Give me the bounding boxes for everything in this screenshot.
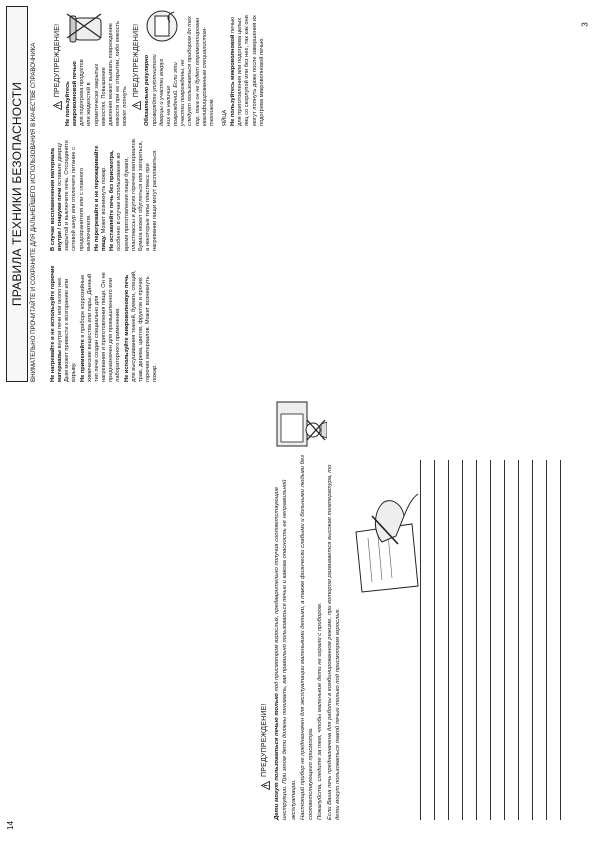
paragraph-text: Может возникнуть пожар. [101,166,108,236]
paragraph-text: проверяйте уплотнители дверцы и участки вокруг них на наличие повреждений. Если эти участки повреждены, не следует пользоваться прибором до тех пор, пока он не будет отремонтирован квалифицированным специалистом-техником. [151,16,215,126]
page-number-left: 14 [5,821,15,830]
sealed-jar-icon [65,8,105,46]
note-line [560,460,561,820]
note-line [504,460,505,820]
note-line [448,460,449,820]
child-illustration [273,390,327,450]
note-line [434,460,435,820]
warning-heading [132,8,141,126]
bold-lead: Не оставляйте печь без присмотра, [109,150,116,251]
warning-label: ПРЕДУПРЕЖДЕНИЕ! [133,23,141,98]
bold-lead: Не пользуйтесь микроволновой печью [65,61,79,126]
bold-lead: В случае воспламенения материала внутри / снаружи печи [50,148,64,251]
page-title-text: ПРАВИЛА ТЕХНИКИ БЕЗОПАСНОСТИ [10,81,24,307]
paragraph [50,264,79,382]
paragraph-text: в приборе коррозийные химические вещества или пары. Данный тип печи создан специально для нагревания и приготовления пищи. Он не предназначен для промышленного или лабораторного применения. [79,272,122,382]
warning-label: ПРЕДУПРЕЖДЕНИЕ! [53,23,61,98]
bold-lead: Не применяйте [79,339,86,382]
oven-door-illustration [144,8,180,44]
paragraph-text: печью для приготовления или подогрева целых яиц со скорлупой или без нее, так как они могут лопнуть даже после завершения их подогрева микроволновой печью. [230,15,265,126]
paragraph-text: Если Ваша печь предназначена для работы в комбинированном режиме, при котором развивается высокая температура, то дети могут пользоваться такой печью только под присмотром взрослых. [326,464,342,820]
notes-area [420,460,570,820]
paragraph [326,390,343,820]
text-column-3 [50,8,267,126]
paragraph [109,137,159,251]
note-line [490,460,491,820]
paragraph [273,390,298,820]
hand-writing-illustration [352,492,420,602]
paragraph [124,264,160,382]
bold-lead: Обязательно регулярно [144,54,151,126]
note-line [476,460,477,820]
paragraph-text: Пожалуйста, следите за тем, чтобы маленькие дети не играли с прибором. [317,602,324,820]
bold-lead: Не нагревайте и не используйте горючие материалы [50,265,64,382]
note-line [462,460,463,820]
bold-lead: Не используйте микроволновую печь [123,274,130,382]
bold-lead: Не пользуйтесь микроволновой [230,34,237,126]
text-column-1 [50,264,160,382]
paragraph-text: для высушивания тканей, бумаги, специй, трав, дерева, цветов, фруктов и прочих горючих материалов. Может возникнуть пожар. [130,270,159,382]
note-line [532,460,533,820]
children-warning-section [258,390,343,820]
page-number-right: 3 [580,22,590,27]
paragraph-text: оставьте дверцу закрытой и выключите печь. Отсоедините сетевой шнур или отключите питание с предохранителя или с главного выключателя. [57,139,92,251]
paragraph-text: для подогрева продуктов или жидкостей в герметически закрытых емкостях. Повышение давления может вызвать повреждение емкости при ее открытии, либо емкость может лопнуть. [79,20,129,126]
paragraph-text: под присмотром взрослых, предварительно получив соответствующие инструкции. При этом дети должны понимать, как правильно пользоваться печью и какова опасность ее неправильной эксплуатации. [274,479,297,820]
paragraph-text: внутри печи или около нее. Дым может привести к возгоранию или взрыву. [57,276,78,382]
intro-text: ВНИМАТЕЛЬНО ПРОЧИТАЙТЕ И СОХРАНИТЕ ДЛЯ ДАЛЬНЕЙШЕГО ИСПОЛЬЗОВАНИЯ В КАЧЕСТВЕ СПРАВОЧНИКА [30,42,37,382]
warning-heading [261,390,270,820]
page-title [6,6,28,382]
note-line [420,460,421,820]
warning-triangle-icon [132,101,141,110]
paragraph [50,137,93,251]
paragraph [299,390,316,820]
paragraph [80,264,123,382]
note-line [546,460,547,820]
warning-label: ПРЕДУПРЕЖДЕНИЕ! [261,703,269,777]
section-title-eggs: ЯЙЦА [221,109,228,126]
warning-triangle-icon [261,781,270,790]
paragraph [230,8,266,126]
bold-lead: Дети могут пользоваться печью только [274,693,280,820]
warning-heading [53,8,62,126]
paragraph [316,390,324,820]
paragraph-text: Настоящий прибор не предназначен для эксплуатации маленькими детьми, а также физически слабыми и больными людьми без соответствующего присмотра. [299,455,315,820]
bold-lead: Не перегревайте и не пережаривайте пищу. [93,145,108,251]
text-column-2 [50,137,160,251]
paragraph-text: особенно в случае использования во время приготовления пищи бумаги, пластмассы и других горючих материалов. Бумага может обуглиться или загореться, а некоторые типы пластмасс при нагревании пищи могут расплавиться. [116,137,159,251]
note-line [518,460,519,820]
paragraph [94,137,108,251]
warning-triangle-icon [53,101,62,110]
